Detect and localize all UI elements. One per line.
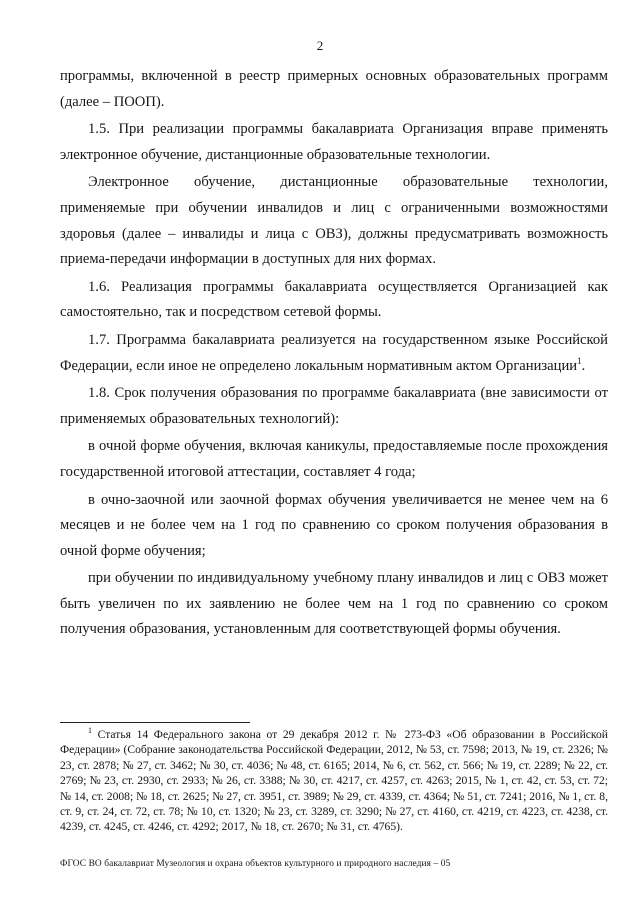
footnote-text: Статья 14 Федерального закона от 29 декабря 2012 г. № 273-ФЗ «Об образовании в Российской Федерации» (Собрание законодательства Российской Федерации, 2012, № 53, ст. 7598; 2013, № 19, ст. 2326; № 23, ст. 2878; № 27, ст. 3462; № 30, ст. 4036; № 48, ст. 6165; 2014, № 6, ст. 562, ст. 566; № 19, ст. 2289; № 22, ст. 2769; № 23, ст. 2930, ст. 2933; № 26, ст. 3388; № 30, ст. 4217, ст. 4257, ст. 4263; 2015, № 1, ст. 42, ст. 53, ст. 72; № 14, ст. 2008; № 18, ст. 2625; № 27, ст. 3951, ст. 3989; № 29, ст. 4339, ст. 4364; № 51, ст. 7241; 2016, № 1, ст. 8, ст. 9, ст. 24, ст. 72, ст. 78; № 10, ст. 1320; № 23, ст. 3289, ст. 3290; № 27, ст. 4160, ст. 4219, ст. 4223, ст. 4238, ст. 4239, ст. 4245, ст. 4246, ст. 4292; 2017, № 18, ст. 2670; № 31, ст. 4765). bbox=[60, 728, 608, 834]
footnote-reference[interactable]: 1 bbox=[577, 355, 582, 366]
paragraph-1-7-text: 1.7. Программа бакалавриата реализуется на государственном языке Российской Федерации, если иное не определено локальным нормативным актом Организации bbox=[60, 331, 608, 374]
footnote-1 bbox=[60, 727, 608, 835]
paragraph-continuation: программы, включенной в реестр примерных основных образовательных программ (далее – ПООП). bbox=[60, 68, 608, 110]
footnotes bbox=[60, 727, 608, 835]
page-number: 2 bbox=[316, 38, 324, 53]
paragraph-e-learning-ovz: Электронное обучение, дистанционные образовательные технологии, применяемые при обучении инвалидов и лиц с ограниченными возможностями здоровья (далее – инвалиды и лица с ОВЗ), должны предусматривать возможность приема-передачи информации в доступных для них формах. bbox=[60, 174, 608, 268]
paragraph-1-7: 1.7. Программа бакалавриата реализуется на государственном языке Российской Федерации, если иное не определено локальным нормативным актом Организации$^1$. bbox=[60, 331, 608, 374]
footnote-divider bbox=[60, 722, 250, 723]
paragraph-individual-plan: при обучении по индивидуальному учебному плану инвалидов и лиц с ОВЗ может быть увеличен по их заявлению не более чем на 1 год по сравнению со сроком получения образования, установленным для соответствующей формы обучения. bbox=[60, 570, 608, 638]
paragraph-part-time: в очно-заочной или заочной формах обучения увеличивается не менее чем на 6 месяцев и не более чем на 1 год по сравнению со сроком получения образования в очной форме обучения; bbox=[60, 491, 608, 559]
paragraph-1-5: 1.5. При реализации программы бакалавриата Организация вправе применять электронное обучение, дистанционные образовательные технологии. bbox=[60, 121, 608, 163]
document-body bbox=[60, 64, 608, 643]
footnote-marker: 1 bbox=[88, 726, 92, 736]
page-footer: ФГОС ВО бакалавриат Музеология и охрана объектов культурного и природного наследия – 05 bbox=[60, 859, 451, 869]
paragraph-full-time: в очной форме обучения, включая каникулы, предоставляемые после прохождения государственной итоговой аттестации, составляет 4 года; bbox=[60, 438, 608, 480]
paragraph-1-8: 1.8. Срок получения образования по программе бакалавриата (вне зависимости от применяемых образовательных технологий): bbox=[60, 385, 608, 427]
paragraph-1-6: 1.6. Реализация программы бакалавриата осуществляется Организацией как самостоятельно, так и посредством сетевой формы. bbox=[60, 278, 608, 321]
